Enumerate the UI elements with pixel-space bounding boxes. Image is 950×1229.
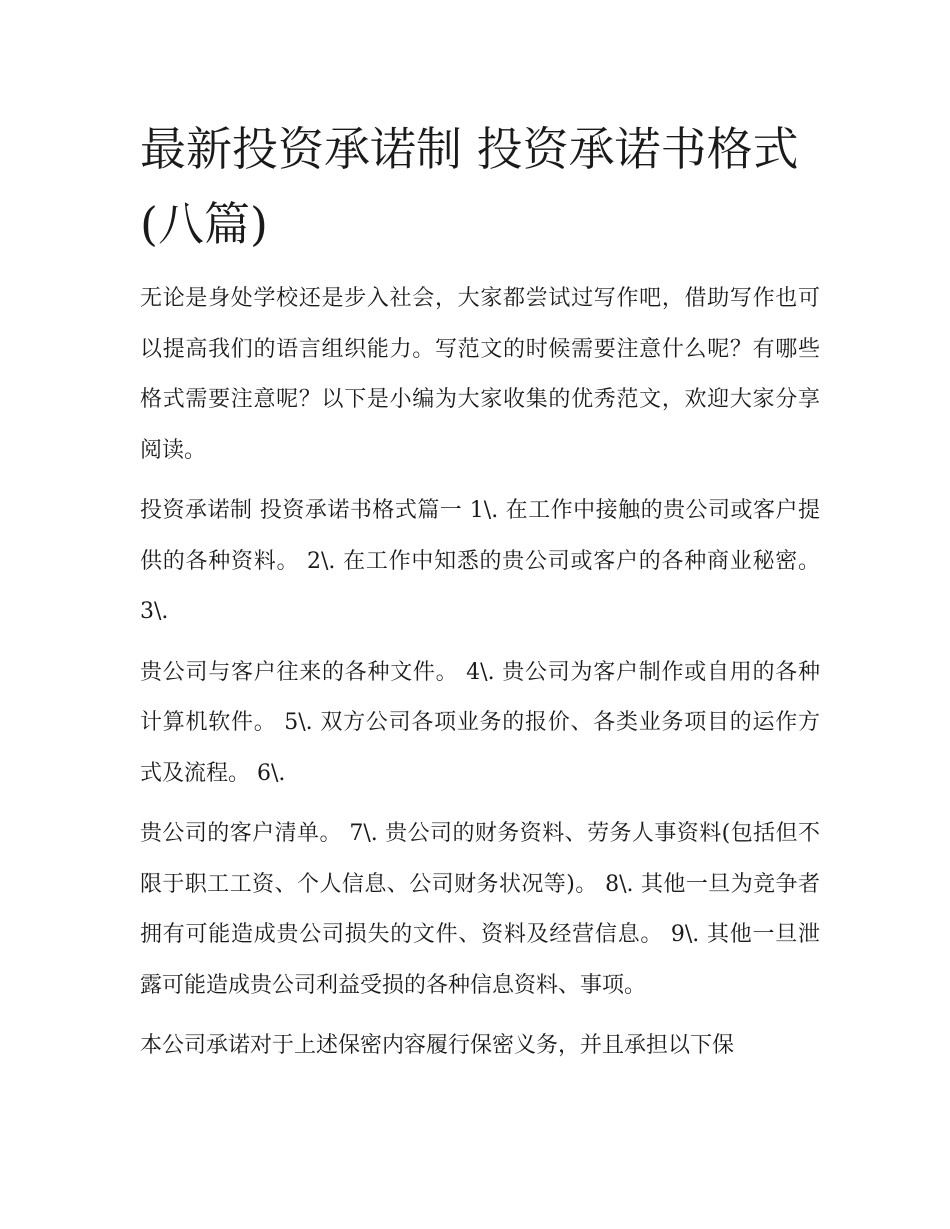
body-paragraph-3: 贵公司的客户清单。 7\. 贵公司的财务资料、劳务人事资料(包括但不限于职工工资、个人信息、公司财务状况等)。 8\. 其他一旦为竞争者拥有可能造成贵公司损失的文件、资料及经营信息。 9\. 其他一旦泄露可能造成贵公司利益受损的各种信息资料、事项。 xyxy=(140,821,820,998)
intro-paragraph: 无论是身处学校还是步入社会，大家都尝试过写作吧，借助写作也可以提高我们的语言组织能力。写范文的时候需要注意什么呢？有哪些格式需要注意呢？以下是小编为大家收集的优秀范文，欢迎大家分享阅读。 xyxy=(140,286,820,463)
document-title: 最新投资承诺制 投资承诺书格式(八篇) xyxy=(140,122,799,251)
body-paragraph-4: 本公司承诺对于上述保密内容履行保密义务，并且承担以下保 xyxy=(140,1033,735,1058)
document-page xyxy=(140,112,820,1072)
body-paragraph-2: 贵公司与客户往来的各种文件。 4\. 贵公司为客户制作或自用的各种计算机软件。 5\. 双方公司各项业务的报价、各类业务项目的运作方式及流程。 6\. xyxy=(140,659,820,786)
body-paragraph-1: 投资承诺制 投资承诺书格式篇一 1\. 在工作中接触的贵公司或客户提供的各种资料。 2\. 在工作中知悉的贵公司或客户的各种商业秘密。 3\. xyxy=(140,498,820,624)
